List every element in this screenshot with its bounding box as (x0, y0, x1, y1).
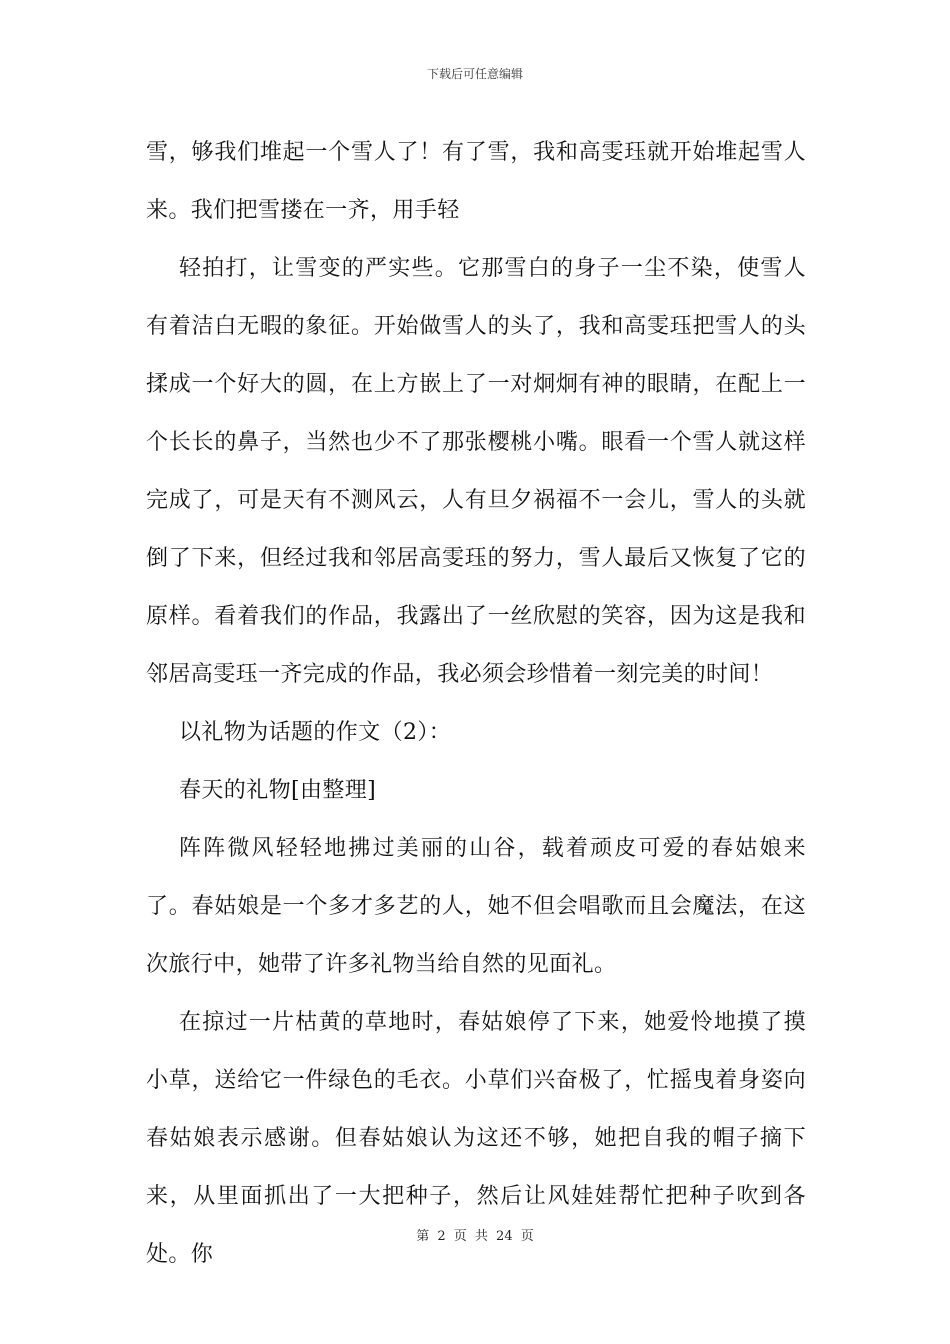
paragraph-snowman: 轻拍打，让雪变的严实些。它那雪白的身子一尘不染，使雪人有着洁白无暇的象征。开始做雪人的头了，我和高雯珏把雪人的头揉成一个好大的圆，在上方嵌上了一对炯炯有神的眼睛，在配上一个长长的鼻子，当然也少不了那张樱桃小嘴。眼看一个雪人就这样完成了，可是天有不测风云，人有旦夕祸福不一会儿，雪人的头就倒了下来，但经过我和邻居高雯珏的努力，雪人最后又恢复了它的原样。看着我们的作品，我露出了一丝欣慰的笑容，因为这是我和邻居高雯珏一齐完成的作品，我必须会珍惜着一刻完美的时间！ (146, 256, 806, 687)
document-body (146, 124, 806, 1284)
paragraph-continuation: 雪，够我们堆起一个雪人了！有了雪，我和高雯珏就开始堆起雪人来。我们把雪搂在一齐，用手轻 (146, 140, 806, 223)
essay-heading: 以礼物为话题的作文（2）： (179, 720, 452, 745)
paragraph-spring-intro: 阵阵微风轻轻地拂过美丽的山谷，载着顽皮可爱的春姑娘来了。春姑娘是一个多才多艺的人，她不但会唱歌而且会魔法，在这次旅行中，她带了许多礼物当给自然的见面礼。 (146, 836, 806, 977)
page-header: 下载后可任意编辑 (426, 67, 523, 81)
page-number: 第 2 页 共 24 页 (416, 1229, 534, 1244)
paragraph-grassland: 在掠过一片枯黄的草地时，春姑娘停了下来，她爱怜地摸了摸小草，送给它一件绿色的毛衣。小草们兴奋极了，忙摇曳着身姿向春姑娘表示感谢。但春姑娘认为这还不够，她把自我的帽子摘下来，从里面抓出了一大把种子，然后让风娃娃帮忙把种子吹到各处。你 (146, 1010, 806, 1267)
essay-title: 春天的礼物[由整理] (179, 778, 377, 803)
